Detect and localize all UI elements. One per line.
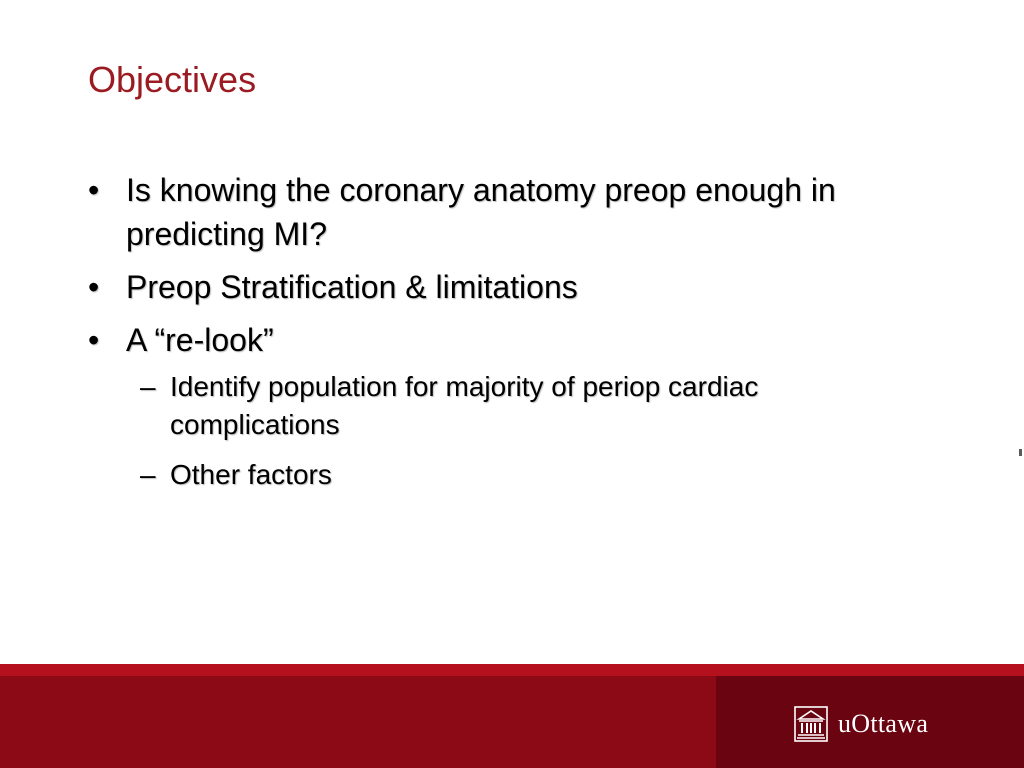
bullet-item: [88, 318, 948, 362]
bullet-mark: •: [88, 322, 100, 358]
logo-wordmark: uOttawa: [838, 709, 929, 738]
bullet-item: [88, 168, 948, 256]
bullet-mark: •: [88, 172, 100, 208]
bullet-item: [88, 265, 948, 309]
sub-bullet-item: [140, 456, 948, 494]
bullet-mark: •: [88, 269, 100, 305]
sub-bullet-mark: –: [140, 459, 156, 490]
sub-bullet-mark: –: [140, 371, 156, 402]
bullet-text: Preop Stratification & limitations: [126, 269, 578, 305]
footer-accent-line: [0, 664, 1024, 676]
bullet-text: A “re-look”: [126, 322, 274, 358]
slide-body: [88, 168, 948, 494]
uottawa-logo: [794, 706, 928, 742]
edge-mark: [1019, 449, 1022, 456]
university-building-icon: [794, 706, 828, 742]
slide-title: Objectives: [88, 59, 257, 100]
sub-bullet-item: [140, 368, 948, 444]
sub-bullet-text: Identify population for majority of periop cardiac complications: [170, 371, 759, 440]
sub-bullet-text: Other factors: [170, 459, 332, 490]
bullet-text: Is knowing the coronary anatomy preop enough in predicting MI?: [126, 172, 836, 252]
